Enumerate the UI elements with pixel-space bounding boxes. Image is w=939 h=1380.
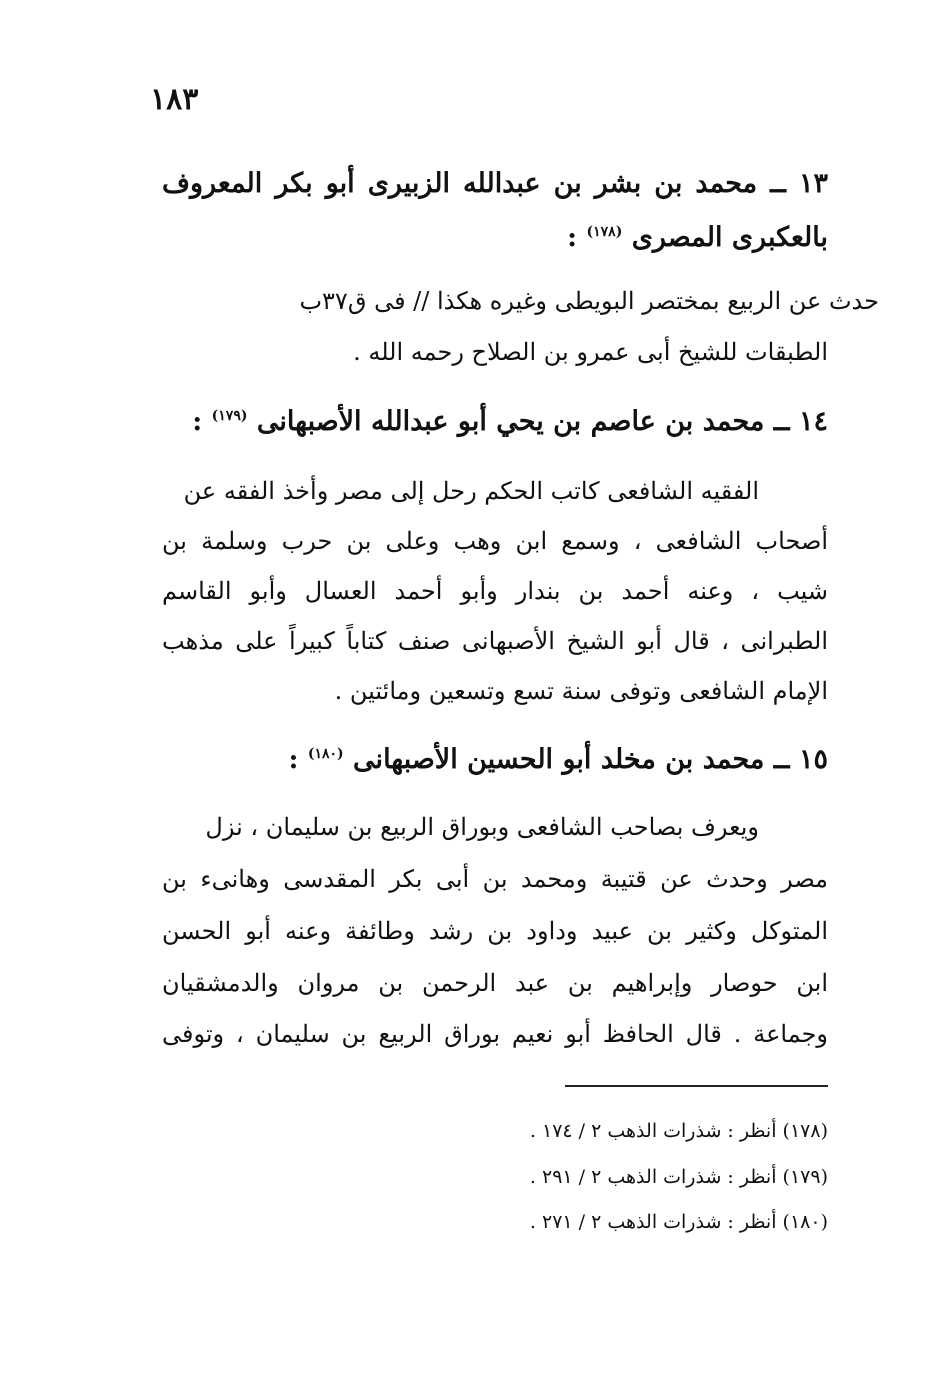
entry-13-body-line-2: الطبقات للشيخ أبى عمرو بن الصلاح رحمه الله . bbox=[353, 338, 828, 366]
footnote-180: (١٨٠) أنظر : شذرات الذهب ٢ / ٢٧١ . bbox=[529, 1211, 828, 1233]
entry-14-body-line-5: الإمام الشافعى وتوفى سنة تسع وتسعين ومائتين . bbox=[334, 677, 828, 705]
entry-15-heading-text: ١٥ ــ محمد بن مخلد أبو الحسين الأصبهانى bbox=[353, 744, 828, 775]
entry-14-body-line-3: شيب ، وعنه أحمد بن بندار وأبو أحمد العسال وأبو القاسم bbox=[162, 577, 828, 605]
footnote-178: (١٧٨) أنظر : شذرات الذهب ٢ / ١٧٤ . bbox=[529, 1120, 828, 1142]
entry-14-body-line-1: الفقيه الشافعى كاتب الحكم رحل إلى مصر وأخذ الفقه عن bbox=[183, 477, 759, 505]
entry-14-colon: : bbox=[192, 406, 203, 437]
footnote-ref-178: (١٧٨) bbox=[586, 224, 623, 240]
footnote-179: (١٧٩) أنظر : شذرات الذهب ٢ / ٢٩١ . bbox=[529, 1166, 828, 1188]
entry-13-heading-line-2 bbox=[567, 222, 828, 253]
entry-15-colon: : bbox=[288, 744, 299, 775]
entry-14-heading-text: ١٤ ــ محمد بن عاصم بن يحي أبو عبدالله الأصبهانى bbox=[256, 406, 828, 437]
entry-15-body-line-5: وجماعة . قال الحافظ أبو نعيم بوراق الربيع بن سليمان ، وتوفى bbox=[162, 1020, 828, 1048]
footnote-separator bbox=[565, 1085, 828, 1087]
footnote-ref-179: (١٧٩) bbox=[211, 408, 248, 424]
entry-14-heading bbox=[192, 406, 828, 437]
footnote-ref-180: (١٨٠) bbox=[307, 746, 344, 762]
entry-13-heading-text: بالعكبرى المصرى bbox=[631, 222, 828, 253]
entry-13-colon: : bbox=[567, 222, 578, 253]
entry-13-body-line-1: حدث عن الربيع بمختصر البويطى وغيره هكذا // فى ق٣٧ب bbox=[299, 287, 879, 315]
entry-15-body-line-3: المتوكل وكثير بن عبيد وداود بن رشد وطائفة وعنه أبو الحسن bbox=[162, 917, 828, 945]
entry-14-body-line-4: الطبرانى ، قال أبو الشيخ الأصبهانى صنف كتاباً كبيراً على مذهب bbox=[162, 627, 828, 655]
entry-15-body-line-4: ابن حوصار وإبراهيم بن عبد الرحمن بن مروان والدمشقيان bbox=[162, 969, 828, 997]
page-number: ١٨٣ bbox=[150, 82, 199, 117]
entry-15-heading bbox=[288, 744, 828, 775]
entry-13-heading-line-1: ١٣ ــ محمد بن بشر بن عبدالله الزبيرى أبو بكر المعروف bbox=[162, 168, 828, 199]
entry-14-body-line-2: أصحاب الشافعى ، وسمع ابن وهب وعلى بن حرب وسلمة بن bbox=[162, 527, 828, 555]
entry-15-body-line-1: ويعرف بصاحب الشافعى وبوراق الربيع بن سليمان ، نزل bbox=[205, 813, 759, 841]
entry-15-body-line-2: مصر وحدث عن قتيبة ومحمد بن أبى بكر المقدسى وهانىء بن bbox=[162, 865, 828, 893]
